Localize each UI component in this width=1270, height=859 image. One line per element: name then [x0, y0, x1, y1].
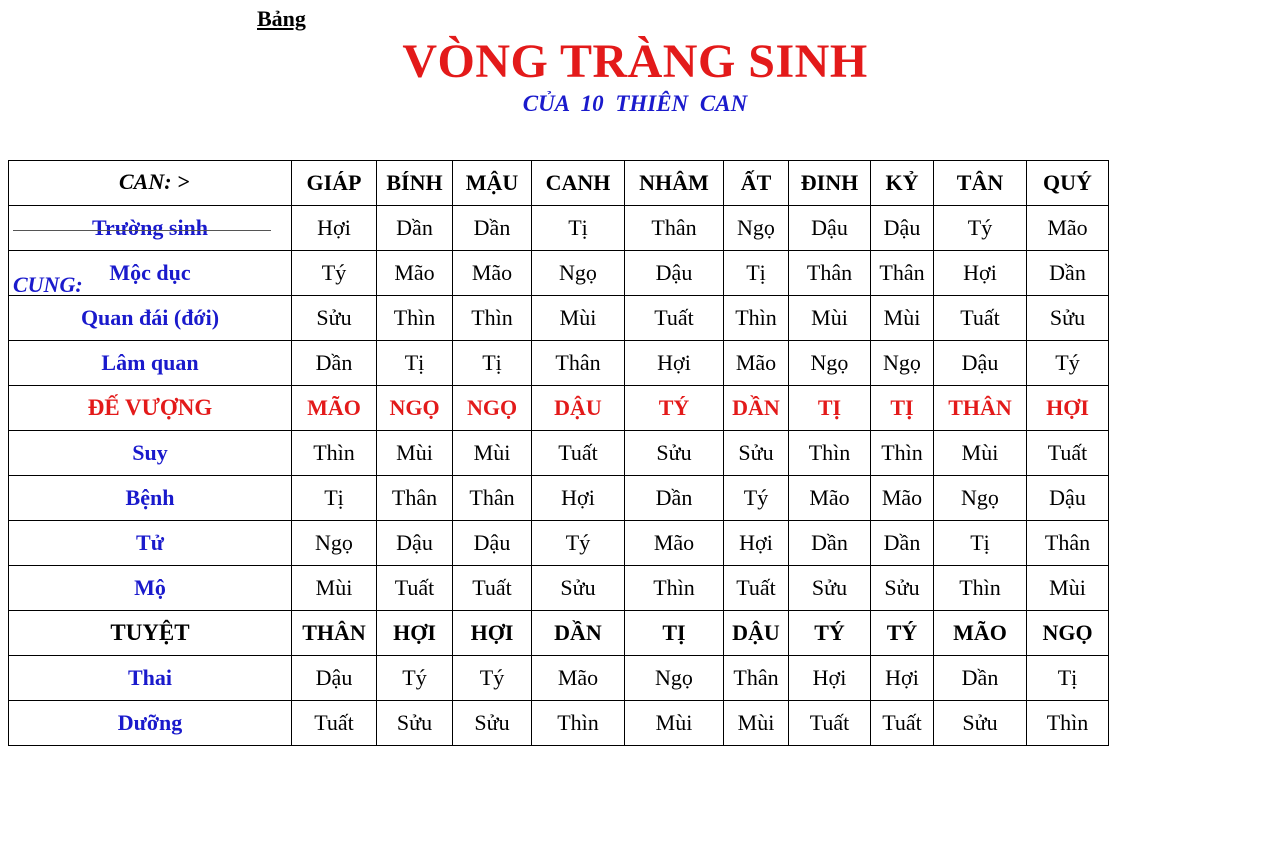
table-cell: Hợi	[934, 251, 1027, 296]
table-cell: Thìn	[789, 431, 871, 476]
table-cell: TỊ	[871, 386, 934, 431]
row-label: Trường sinh	[9, 206, 292, 251]
table-cell: Thìn	[724, 296, 789, 341]
row-label: TUYỆT	[9, 611, 292, 656]
table-cell: TÝ	[625, 386, 724, 431]
table-cell: Tý	[377, 656, 453, 701]
table-cell: Tý	[453, 656, 532, 701]
table-cell: NGỌ	[377, 386, 453, 431]
table-cell: TỊ	[789, 386, 871, 431]
table-cell: Mão	[789, 476, 871, 521]
row-label: Mộc dục	[9, 251, 292, 296]
table-cell: Dậu	[453, 521, 532, 566]
table-cell: DẬU	[532, 386, 625, 431]
table-cell: Tuất	[934, 296, 1027, 341]
table-cell: Tý	[724, 476, 789, 521]
table-cell: Dậu	[1027, 476, 1109, 521]
table-cell: Tị	[1027, 656, 1109, 701]
table-cell: Dần	[453, 206, 532, 251]
table-cell: Mão	[1027, 206, 1109, 251]
table-cell: Mùi	[724, 701, 789, 746]
table-cell: Thân	[724, 656, 789, 701]
table-cell: Hợi	[789, 656, 871, 701]
table-cell: Mùi	[789, 296, 871, 341]
page-subtitle: CỦA 10 THIÊN CAN	[522, 91, 748, 116]
row-label: Bệnh	[9, 476, 292, 521]
table-cell: Tý	[292, 251, 377, 296]
row-label: Dưỡng	[9, 701, 292, 746]
table-cell: Mão	[625, 521, 724, 566]
table-cell: Tị	[453, 341, 532, 386]
column-header: KỶ	[871, 161, 934, 206]
table-cell: Tuất	[1027, 431, 1109, 476]
corner-can-label: CAN: >	[119, 169, 190, 194]
table-cell: Tị	[292, 476, 377, 521]
table-cell: Thìn	[453, 296, 532, 341]
table-cell: Thìn	[292, 431, 377, 476]
table-cell: Dậu	[871, 206, 934, 251]
table-cell: Ngọ	[532, 251, 625, 296]
table-cell: Tuất	[625, 296, 724, 341]
table-cell: Mão	[377, 251, 453, 296]
table-cell: NGỌ	[453, 386, 532, 431]
table-cell: Mùi	[532, 296, 625, 341]
table-row	[9, 701, 1109, 746]
table-cell: Dần	[625, 476, 724, 521]
table-cell: Tị	[724, 251, 789, 296]
table-cell: NGỌ	[1027, 611, 1109, 656]
table-row	[9, 656, 1109, 701]
table-cell: Thân	[377, 476, 453, 521]
table-cell: Mùi	[625, 701, 724, 746]
column-header: TÂN	[934, 161, 1027, 206]
table-cell: MÃO	[292, 386, 377, 431]
row-label: Mộ	[9, 566, 292, 611]
table-cell: Tuất	[453, 566, 532, 611]
table-cell: Mùi	[871, 296, 934, 341]
table-cell: Dần	[292, 341, 377, 386]
table-cell: Ngọ	[724, 206, 789, 251]
row-label: Quan đái (đới)	[9, 296, 292, 341]
row-label: Thai	[9, 656, 292, 701]
table-cell: Tị	[934, 521, 1027, 566]
table-cell: Tý	[532, 521, 625, 566]
table-row	[9, 476, 1109, 521]
table-cell: Dần	[377, 206, 453, 251]
table-cell: Thân	[625, 206, 724, 251]
table-cell: Thân	[532, 341, 625, 386]
table-cell: THÂN	[292, 611, 377, 656]
column-header: QUÝ	[1027, 161, 1109, 206]
table-cell: Thìn	[532, 701, 625, 746]
table-cell: Hợi	[724, 521, 789, 566]
table-cell: TÝ	[871, 611, 934, 656]
table-cell: Sửu	[532, 566, 625, 611]
table-cell: Thân	[1027, 521, 1109, 566]
table-cell: Tý	[934, 206, 1027, 251]
table-cell: Sửu	[1027, 296, 1109, 341]
table-cell: Dậu	[934, 341, 1027, 386]
page-title: VÒNG TRÀNG SINH	[402, 35, 868, 88]
table-cell: Ngọ	[292, 521, 377, 566]
table-cell: Mùi	[1027, 566, 1109, 611]
column-header: MẬU	[453, 161, 532, 206]
table-cell: Sửu	[934, 701, 1027, 746]
table-cell: DẬU	[724, 611, 789, 656]
table-row	[9, 296, 1109, 341]
table-cell: Dần	[1027, 251, 1109, 296]
column-header: ĐINH	[789, 161, 871, 206]
table-cell: Dậu	[377, 521, 453, 566]
table-cell: HỢI	[1027, 386, 1109, 431]
table-cell: Sửu	[377, 701, 453, 746]
table-cell: Mùi	[377, 431, 453, 476]
table-cell: Mão	[453, 251, 532, 296]
column-header: ẤT	[724, 161, 789, 206]
table-cell: Mão	[532, 656, 625, 701]
row-label: Suy	[9, 431, 292, 476]
table-cell: Sửu	[789, 566, 871, 611]
table-row	[9, 206, 1109, 251]
table-cell: Sửu	[292, 296, 377, 341]
table-cell: Hợi	[292, 206, 377, 251]
table-cell: Hợi	[871, 656, 934, 701]
table-cell: Ngọ	[934, 476, 1027, 521]
table-cell: Mùi	[453, 431, 532, 476]
table-cell: TÝ	[789, 611, 871, 656]
row-label: Tử	[9, 521, 292, 566]
table-row	[9, 341, 1109, 386]
table-cell: Ngọ	[789, 341, 871, 386]
table-cell: Thân	[789, 251, 871, 296]
table-cell: Ngọ	[625, 656, 724, 701]
column-header: CANH	[532, 161, 625, 206]
table-cell: Thìn	[871, 431, 934, 476]
table-row	[9, 386, 1109, 431]
table-cell: Ngọ	[871, 341, 934, 386]
table-row	[9, 566, 1109, 611]
table-cell: Sửu	[871, 566, 934, 611]
table-row	[9, 611, 1109, 656]
table-caption-label: Bảng	[257, 6, 306, 31]
table-cell: Tị	[377, 341, 453, 386]
table-cell: HỢI	[453, 611, 532, 656]
table-cell: Mùi	[934, 431, 1027, 476]
corner-cung-label: CUNG:	[13, 272, 83, 297]
table-cell: Sửu	[453, 701, 532, 746]
table-cell: Dần	[871, 521, 934, 566]
table-cell: DẦN	[532, 611, 625, 656]
table-cell: Tuất	[724, 566, 789, 611]
table-cell: Tuất	[789, 701, 871, 746]
column-header: GIÁP	[292, 161, 377, 206]
table-cell: Thìn	[1027, 701, 1109, 746]
table-cell: Thìn	[377, 296, 453, 341]
table-cell: THÂN	[934, 386, 1027, 431]
table-cell: Mão	[871, 476, 934, 521]
trang-sinh-table	[8, 160, 1109, 746]
table-cell: MÃO	[934, 611, 1027, 656]
table-body	[9, 206, 1109, 746]
table-cell: Tuất	[532, 431, 625, 476]
column-header: BÍNH	[377, 161, 453, 206]
table-cell: Sửu	[625, 431, 724, 476]
table-cell: Dậu	[625, 251, 724, 296]
table-cell: Thìn	[934, 566, 1027, 611]
table-row	[9, 431, 1109, 476]
table-row	[9, 521, 1109, 566]
table-cell: Mão	[724, 341, 789, 386]
table-cell: Hợi	[532, 476, 625, 521]
column-header: NHÂM	[625, 161, 724, 206]
corner-divider	[13, 230, 271, 231]
table-cell: Tuất	[292, 701, 377, 746]
table-row	[9, 251, 1109, 296]
table-cell: Dần	[934, 656, 1027, 701]
header-row	[9, 161, 1109, 206]
table-cell: Dậu	[292, 656, 377, 701]
table-cell: Tuất	[377, 566, 453, 611]
table-cell: DẦN	[724, 386, 789, 431]
table-cell: Mùi	[292, 566, 377, 611]
table-cell: Dậu	[789, 206, 871, 251]
table-cell: Tị	[532, 206, 625, 251]
table-cell: TỊ	[625, 611, 724, 656]
table-cell: Hợi	[625, 341, 724, 386]
table-cell: Tuất	[871, 701, 934, 746]
table-cell: Dần	[789, 521, 871, 566]
row-label: ĐẾ VƯỢNG	[9, 386, 292, 431]
table-cell: Thân	[453, 476, 532, 521]
row-label: Lâm quan	[9, 341, 292, 386]
table-cell: Tý	[1027, 341, 1109, 386]
table-cell: Sửu	[724, 431, 789, 476]
table-cell: Thân	[871, 251, 934, 296]
table-cell: HỢI	[377, 611, 453, 656]
table-cell: Thìn	[625, 566, 724, 611]
